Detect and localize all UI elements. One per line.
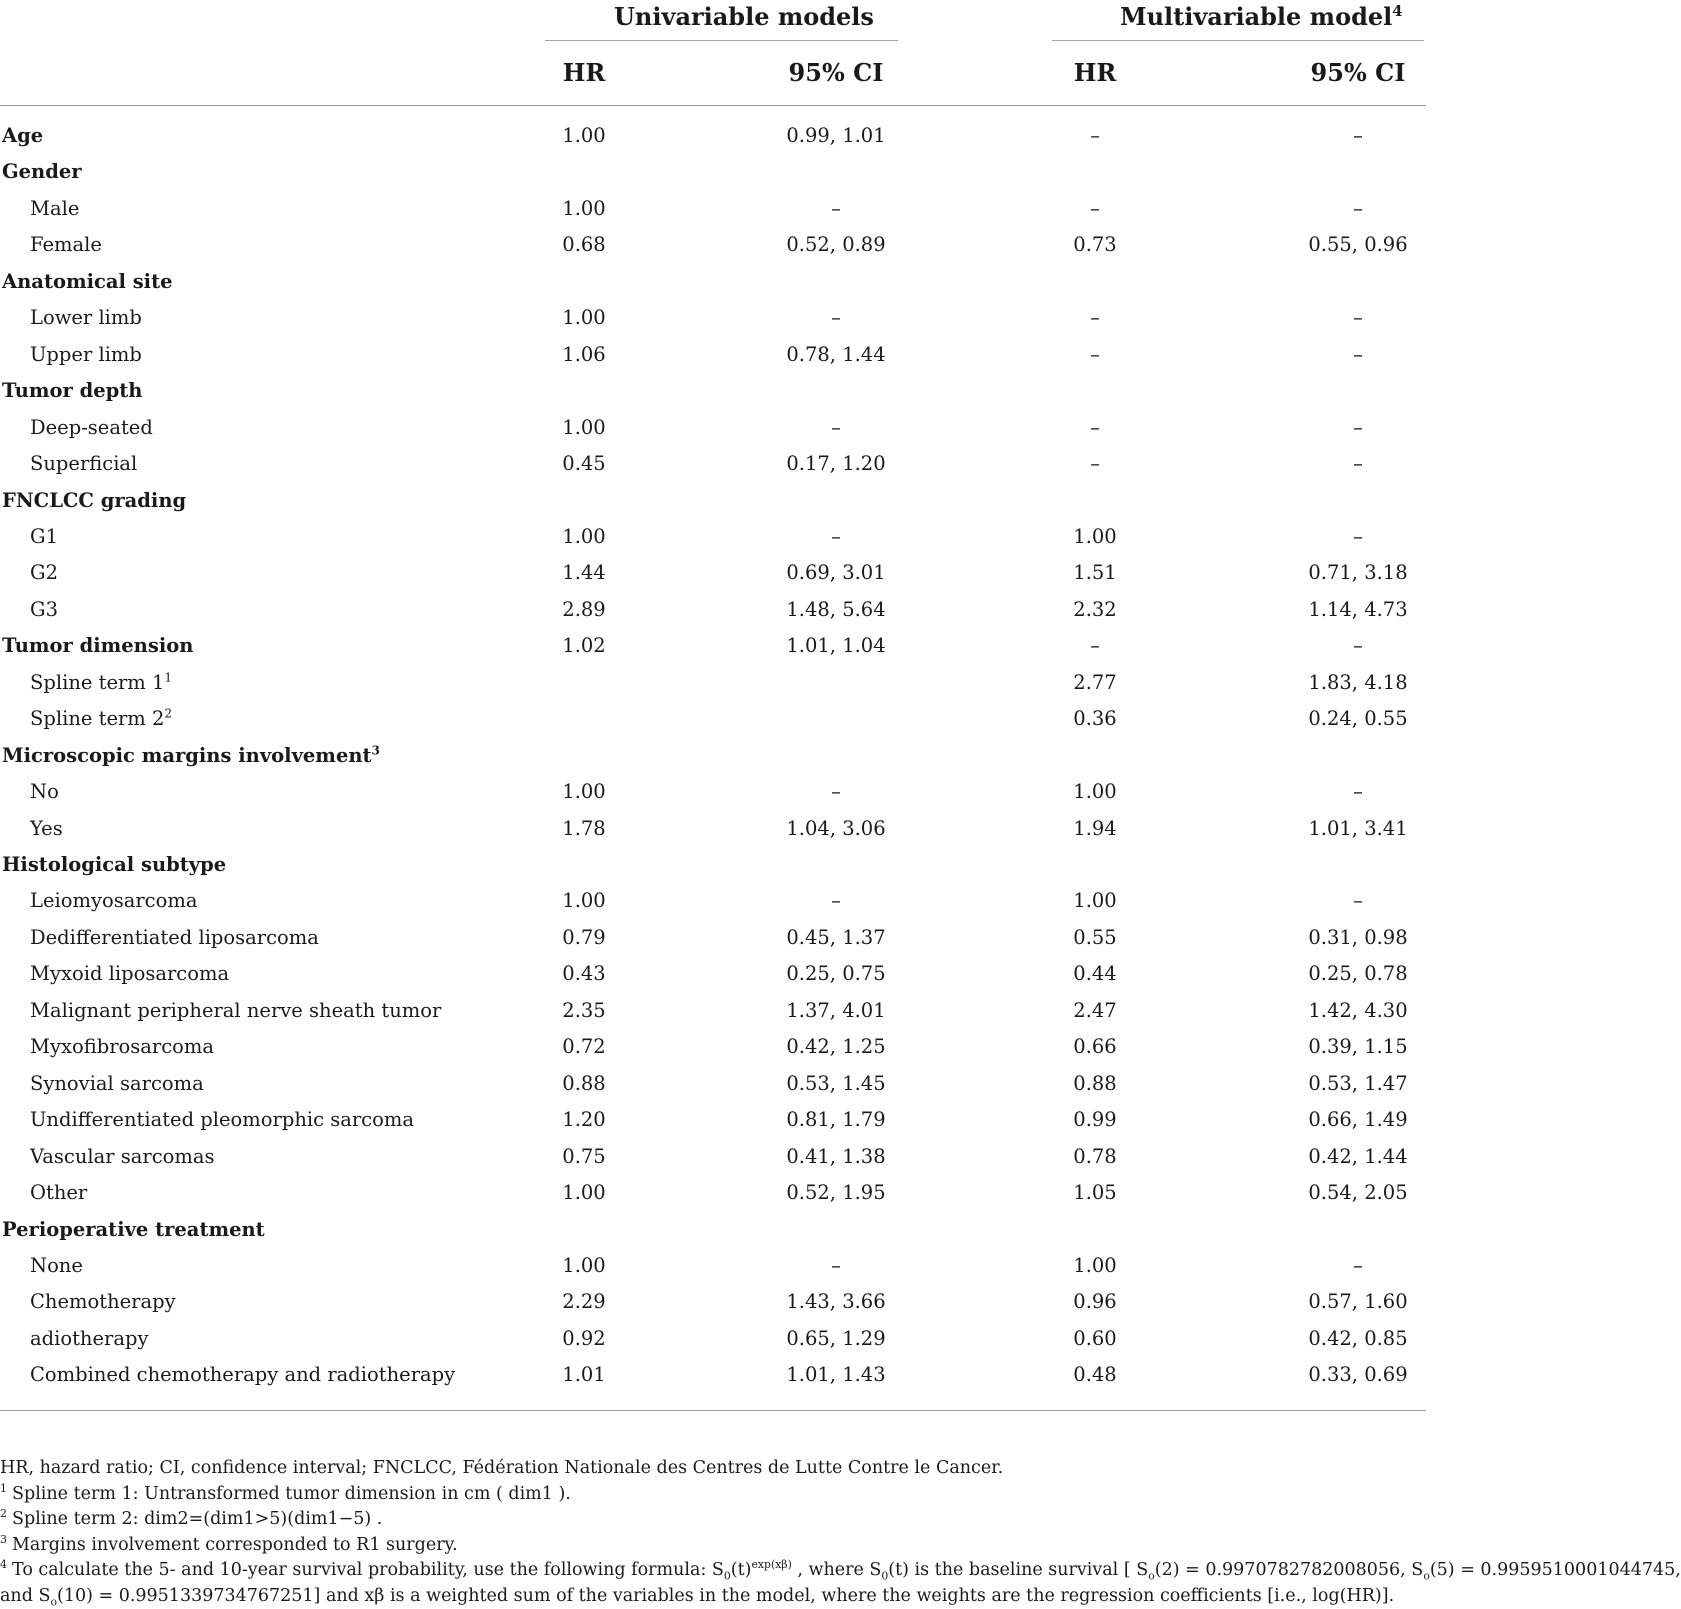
footnote-3: [0, 1533, 1458, 1559]
cell-uci: 1.48, 5.64: [786, 598, 885, 621]
cell-uci: 0.81, 1.79: [786, 1108, 885, 1131]
cell-mhr: 0.88: [1073, 1072, 1116, 1095]
row-label: [30, 1181, 87, 1204]
row-label: [30, 561, 58, 584]
row-label-text: Age: [2, 124, 43, 147]
footnote-mark: 1: [164, 671, 172, 685]
cell-uhr: 1.00: [562, 124, 605, 147]
cell-mhr: 2.77: [1073, 671, 1116, 694]
cell-uci: 0.69, 3.01: [786, 561, 885, 584]
row-label: [30, 671, 172, 694]
footnote-4-text-b: (t): [731, 1560, 752, 1580]
row-label: [30, 306, 142, 329]
cell-uci: –: [831, 525, 841, 548]
multivariable-footnote-mark: 4: [1392, 2, 1402, 20]
col-header-multivariable-ci: 95% CI: [1311, 58, 1406, 87]
row-label-text: No: [30, 780, 59, 803]
cell-uci: –: [831, 197, 841, 220]
table-footnotes: [0, 1456, 1458, 1609]
cell-mhr: 2.47: [1073, 999, 1116, 1022]
cell-uhr: 0.88: [562, 1072, 605, 1095]
row-label-text: Tumor depth: [2, 379, 142, 402]
col-header-univariable-hr: HR: [563, 58, 606, 87]
footnote-abbreviations: HR, hazard ratio; CI, confidence interval; FNCLCC, Fédération Nationale des Centres de Lutte Contre le Cancer.: [0, 1456, 1458, 1482]
footnote-2: [0, 1507, 1458, 1533]
cell-mci: 0.42, 1.44: [1308, 1145, 1407, 1168]
cell-uci: 1.43, 3.66: [786, 1290, 885, 1313]
cell-uci: 0.65, 1.29: [786, 1327, 885, 1350]
row-label-text: Malignant peripheral nerve sheath tumor: [30, 999, 441, 1022]
row-label: [30, 1108, 414, 1131]
cell-uci: 1.37, 4.01: [786, 999, 885, 1022]
footnote-1-text: Spline term 1: Untransformed tumor dimension in cm ( dim1 ).: [12, 1484, 571, 1504]
row-label-text: None: [30, 1254, 83, 1277]
cell-uci: 0.52, 0.89: [786, 233, 885, 256]
row-label: [30, 1254, 83, 1277]
cell-mci: –: [1353, 452, 1363, 475]
cell-mci: 1.14, 4.73: [1308, 598, 1407, 621]
row-label: [2, 634, 193, 657]
row-label-text: Female: [30, 233, 102, 256]
cell-mhr: 0.66: [1073, 1035, 1116, 1058]
cell-mci: 0.39, 1.15: [1308, 1035, 1407, 1058]
row-label-text: Lower limb: [30, 306, 142, 329]
footnote-3-number: 3: [0, 1533, 7, 1546]
cell-mci: 0.55, 0.96: [1308, 233, 1407, 256]
footnote-mark: 2: [164, 707, 172, 721]
cell-uhr: 2.29: [562, 1290, 605, 1313]
multivariable-model-header: [1120, 2, 1403, 31]
row-label: [2, 379, 142, 402]
cell-mci: 0.31, 0.98: [1308, 926, 1407, 949]
row-label-text: G3: [30, 598, 58, 621]
row-label: [2, 1218, 265, 1241]
cell-mci: –: [1353, 780, 1363, 803]
cell-mhr: 0.73: [1073, 233, 1116, 256]
row-label-text: Spline term 2: [30, 707, 164, 730]
row-label-text: Myxofibrosarcoma: [30, 1035, 214, 1058]
cell-uci: 0.25, 0.75: [786, 962, 885, 985]
row-label-text: Synovial sarcoma: [30, 1072, 204, 1095]
cell-mci: 0.57, 1.60: [1308, 1290, 1407, 1313]
footnote-4-exponent: exp(xβ): [751, 1558, 791, 1571]
cell-mhr: 1.94: [1073, 817, 1116, 840]
row-label-text: Anatomical site: [2, 270, 173, 293]
row-label: [30, 598, 58, 621]
row-label: [30, 416, 153, 439]
row-label-text: Superficial: [30, 452, 137, 475]
cell-uci: 0.52, 1.95: [786, 1181, 885, 1204]
cell-uhr: 1.02: [562, 634, 605, 657]
footnote-4-number: 4: [0, 1558, 7, 1571]
footnote-4-sub: o: [50, 1595, 57, 1608]
cell-mhr: 0.99: [1073, 1108, 1116, 1131]
cell-mci: 0.42, 0.85: [1308, 1327, 1407, 1350]
row-label-text: Male: [30, 197, 79, 220]
cell-mhr: –: [1090, 124, 1100, 147]
cell-mci: –: [1353, 416, 1363, 439]
footnote-4-text-a: To calculate the 5- and 10-year survival probability, use the following formula: S: [12, 1560, 724, 1580]
row-label-text: Yes: [30, 817, 63, 840]
cell-mhr: 1.00: [1073, 525, 1116, 548]
cell-uhr: 2.89: [562, 598, 605, 621]
cell-mci: –: [1353, 889, 1363, 912]
cell-uhr: 0.45: [562, 452, 605, 475]
cell-mci: 0.71, 3.18: [1308, 561, 1407, 584]
cell-uhr: 0.92: [562, 1327, 605, 1350]
footnote-1: [0, 1482, 1458, 1508]
cell-mci: 0.54, 2.05: [1308, 1181, 1407, 1204]
cell-mci: 0.66, 1.49: [1308, 1108, 1407, 1131]
row-label-text: Gender: [2, 160, 82, 183]
footnote-4-text-h: (10) = 0.9951339734767251] and xβ is a weighted sum of the variables in the model, where the weights are the regression coefficients [i.e., log(HR)].: [57, 1586, 1394, 1606]
row-label-text: Vascular sarcomas: [30, 1145, 215, 1168]
row-label: [30, 1327, 148, 1350]
row-label: [30, 962, 229, 985]
row-label: [30, 926, 319, 949]
row-label: [30, 1035, 214, 1058]
cell-mhr: 0.48: [1073, 1363, 1116, 1386]
cell-mhr: 0.78: [1073, 1145, 1116, 1168]
footnote-4-text-c: , where S: [792, 1560, 882, 1580]
row-label: [2, 270, 173, 293]
multivariable-underline: [1052, 40, 1424, 41]
row-label: [2, 160, 82, 183]
row-label: [30, 343, 142, 366]
cell-mhr: –: [1090, 343, 1100, 366]
cell-mhr: –: [1090, 306, 1100, 329]
row-label: [30, 525, 58, 548]
footnote-4-sub: 0: [881, 1570, 888, 1583]
cell-mhr: 1.51: [1073, 561, 1116, 584]
col-header-multivariable-hr: HR: [1074, 58, 1117, 87]
row-label: [2, 744, 380, 767]
cell-uhr: 0.68: [562, 233, 605, 256]
cell-uhr: 1.00: [562, 1181, 605, 1204]
row-label-text: Deep-seated: [30, 416, 153, 439]
cell-mci: –: [1353, 197, 1363, 220]
row-label: [30, 197, 79, 220]
cell-uhr: 1.01: [562, 1363, 605, 1386]
cell-uhr: 1.00: [562, 416, 605, 439]
footnote-mark: 3: [372, 744, 380, 758]
cell-uhr: 0.79: [562, 926, 605, 949]
cell-uci: 1.01, 1.43: [786, 1363, 885, 1386]
row-label-text: Other: [30, 1181, 87, 1204]
cell-uci: 0.42, 1.25: [786, 1035, 885, 1058]
cell-mci: 1.83, 4.18: [1308, 671, 1407, 694]
cell-mhr: 2.32: [1073, 598, 1116, 621]
cell-mci: 0.24, 0.55: [1308, 707, 1407, 730]
cell-mci: –: [1353, 124, 1363, 147]
cell-uhr: 1.00: [562, 1254, 605, 1277]
footnote-2-text: Spline term 2: dim2=(dim1>5)(dim1−5) .: [12, 1509, 382, 1529]
footnote-3-text: Margins involvement corresponded to R1 surgery.: [12, 1535, 458, 1555]
row-label-text: Tumor dimension: [2, 634, 193, 657]
univariable-models-header: Univariable models: [614, 2, 874, 31]
row-label-text: Leiomyosarcoma: [30, 889, 197, 912]
cell-mhr: 0.44: [1073, 962, 1116, 985]
cell-mhr: 0.96: [1073, 1290, 1116, 1313]
row-label: [2, 124, 43, 147]
cell-uci: 0.41, 1.38: [786, 1145, 885, 1168]
cell-uhr: 1.06: [562, 343, 605, 366]
row-label: [30, 452, 137, 475]
row-label: [2, 853, 226, 876]
cell-uhr: 0.75: [562, 1145, 605, 1168]
cell-uhr: 1.00: [562, 780, 605, 803]
cell-mhr: –: [1090, 197, 1100, 220]
cell-uhr: 1.00: [562, 525, 605, 548]
row-label-text: G1: [30, 525, 58, 548]
row-label: [30, 999, 441, 1022]
row-label: [30, 780, 59, 803]
row-label-text: Microscopic margins involvement: [2, 744, 372, 767]
cell-uci: 1.01, 1.04: [786, 634, 885, 657]
cell-mhr: 1.00: [1073, 889, 1116, 912]
row-label-text: Undifferentiated pleomorphic sarcoma: [30, 1108, 414, 1131]
table-bottom-rule: [0, 1410, 1426, 1411]
cell-uhr: 1.00: [562, 197, 605, 220]
cell-uhr: 1.20: [562, 1108, 605, 1131]
cell-mhr: 1.00: [1073, 1254, 1116, 1277]
multivariable-model-header-text: Multivariable model: [1120, 2, 1392, 31]
row-label: [30, 707, 172, 730]
footnote-4-continued: [0, 1584, 1458, 1609]
row-label: [30, 233, 102, 256]
cell-uci: –: [831, 780, 841, 803]
cell-mci: 0.33, 0.69: [1308, 1363, 1407, 1386]
row-label-text: Perioperative treatment: [2, 1218, 265, 1241]
row-label-text: Chemotherapy: [30, 1290, 176, 1313]
cell-uhr: 1.78: [562, 817, 605, 840]
footnote-2-number: 2: [0, 1507, 7, 1520]
cell-uci: 1.04, 3.06: [786, 817, 885, 840]
cell-uhr: 2.35: [562, 999, 605, 1022]
footnote-4: [0, 1558, 1458, 1584]
cell-mhr: –: [1090, 416, 1100, 439]
footnote-4-text-d: (t) is the baseline survival [ S: [888, 1560, 1148, 1580]
row-label-text: Dedifferentiated liposarcoma: [30, 926, 319, 949]
header-bottom-rule: [0, 105, 1426, 106]
footnote-4-text-f: (5) = 0.9959510001044745,: [1430, 1560, 1681, 1580]
cell-mhr: 1.00: [1073, 780, 1116, 803]
cell-mci: –: [1353, 634, 1363, 657]
cell-mhr: 0.36: [1073, 707, 1116, 730]
col-header-univariable-ci: 95% CI: [789, 58, 884, 87]
row-label-text: Upper limb: [30, 343, 142, 366]
cell-uci: –: [831, 416, 841, 439]
cell-uhr: 1.44: [562, 561, 605, 584]
row-label-text: Histological subtype: [2, 853, 226, 876]
footnote-4-sub: o: [1423, 1570, 1430, 1583]
cell-mci: –: [1353, 306, 1363, 329]
cell-mci: 1.42, 4.30: [1308, 999, 1407, 1022]
row-label-text: FNCLCC grading: [2, 489, 186, 512]
univariable-underline: [545, 40, 898, 41]
footnote-4-text-g: and S: [0, 1586, 50, 1606]
cell-uhr: 0.72: [562, 1035, 605, 1058]
row-label-text: G2: [30, 561, 58, 584]
footnote-4-sub: o: [1148, 1570, 1155, 1583]
row-label: [30, 1145, 215, 1168]
cell-uci: 0.45, 1.37: [786, 926, 885, 949]
footnote-4-text-e: (2) = 0.9970782782008056, S: [1155, 1560, 1424, 1580]
row-label-text: adiotherapy: [30, 1327, 148, 1350]
cell-mhr: 0.60: [1073, 1327, 1116, 1350]
row-label: [30, 1363, 455, 1386]
row-label: [30, 1290, 176, 1313]
row-label: [2, 489, 186, 512]
row-label: [30, 889, 197, 912]
cell-uci: 0.78, 1.44: [786, 343, 885, 366]
row-label: [30, 1072, 204, 1095]
cell-mci: –: [1353, 525, 1363, 548]
cell-uci: 0.53, 1.45: [786, 1072, 885, 1095]
cell-uci: –: [831, 889, 841, 912]
cell-uhr: 0.43: [562, 962, 605, 985]
cell-mci: –: [1353, 1254, 1363, 1277]
cell-mci: –: [1353, 343, 1363, 366]
row-label-text: Spline term 1: [30, 671, 164, 694]
cell-mhr: 0.55: [1073, 926, 1116, 949]
cell-uci: 0.17, 1.20: [786, 452, 885, 475]
row-label-text: Myxoid liposarcoma: [30, 962, 229, 985]
row-label-text: Combined chemotherapy and radiotherapy: [30, 1363, 455, 1386]
cell-mhr: –: [1090, 452, 1100, 475]
cell-uci: 0.99, 1.01: [786, 124, 885, 147]
cell-uci: –: [831, 1254, 841, 1277]
cell-uhr: 1.00: [562, 889, 605, 912]
cell-mci: 0.25, 0.78: [1308, 962, 1407, 985]
cell-mhr: –: [1090, 634, 1100, 657]
row-label: [30, 817, 63, 840]
cell-mci: 1.01, 3.41: [1308, 817, 1407, 840]
footnote-4-sub: 0: [724, 1570, 731, 1583]
footnote-1-number: 1: [0, 1482, 7, 1495]
cell-mci: 0.53, 1.47: [1308, 1072, 1407, 1095]
cell-uci: –: [831, 306, 841, 329]
cell-uhr: 1.00: [562, 306, 605, 329]
cell-mhr: 1.05: [1073, 1181, 1116, 1204]
